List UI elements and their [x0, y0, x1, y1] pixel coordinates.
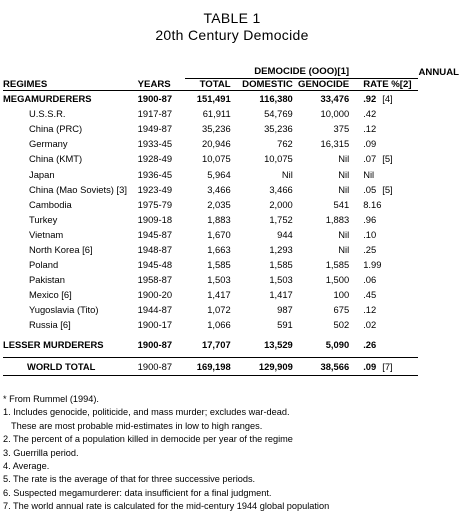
- years-cell: 1948-87: [137, 243, 173, 255]
- rate-cell: [349, 287, 418, 302]
- genocide-cell: 502: [333, 319, 350, 331]
- total-cell: 2,035: [207, 198, 231, 210]
- regime-cell: China (KMT): [29, 153, 83, 165]
- rate-value: .06: [363, 274, 377, 286]
- rate-value: .09: [363, 138, 377, 150]
- table-row: [3, 287, 459, 302]
- rate-cell: [349, 357, 418, 375]
- total-cell: 1,503: [207, 274, 231, 286]
- footnote: 2. The percent of a population killed in democide per year of the regime: [3, 434, 293, 445]
- years-cell: 1949-87: [137, 123, 173, 135]
- genocide-cell: Nil: [338, 168, 350, 180]
- domestic-cell: 762: [277, 138, 293, 150]
- domestic-cell: 1,293: [269, 243, 293, 255]
- rate-value: .12: [363, 123, 377, 135]
- table-row: [3, 357, 459, 375]
- genocide-cell: Nil: [338, 153, 350, 165]
- domestic-cell: 1,417: [269, 289, 293, 301]
- table-row: [3, 257, 459, 272]
- rate-value: .96: [363, 213, 377, 225]
- footnote: 7. The world annual rate is calculated for the mid-century 1944 global population: [3, 501, 330, 512]
- rate-value: .12: [363, 304, 377, 316]
- genocide-cell: 16,315: [320, 138, 350, 150]
- total-cell: 1,072: [207, 304, 231, 316]
- regime-cell: Turkey: [29, 213, 58, 225]
- rate-value: 1.99: [363, 259, 382, 271]
- footnote: 1. Includes genocide, politicide, and mass murder; excludes war-dead.: [3, 407, 290, 418]
- table-row: [3, 212, 459, 227]
- rate-header: RATE %[2]: [349, 78, 418, 91]
- rate-value: .45: [363, 289, 377, 301]
- domestic-header: DOMESTIC: [231, 78, 293, 91]
- years-cell: 1923-49: [137, 183, 173, 195]
- rate-note: [5]: [382, 153, 393, 165]
- regime-cell: U.S.S.R.: [29, 108, 66, 120]
- regime-cell: Vietnam: [29, 228, 64, 240]
- table-row: [3, 151, 459, 166]
- rate-cell: [349, 242, 418, 257]
- genocide-cell: 1,500: [325, 274, 350, 286]
- total-cell: 151,491: [196, 93, 231, 105]
- total-cell: 35,236: [201, 123, 231, 135]
- genocide-cell: Nil: [338, 228, 350, 240]
- years-cell: 1900-17: [137, 319, 173, 331]
- rate-cell: [349, 333, 418, 358]
- table-row: [3, 197, 459, 212]
- regime-cell: China (Mao Soviets) [3]: [29, 183, 127, 195]
- table-number: TABLE 1: [203, 10, 261, 26]
- regime-cell: MEGAMURDERERS: [3, 93, 92, 105]
- genocide-cell: 38,566: [293, 357, 349, 375]
- domestic-cell: 944: [277, 228, 293, 240]
- rate-value: .07: [363, 153, 377, 165]
- footnote: 6. Suspected megamurderer: data insufficient for a final judgment.: [3, 487, 272, 498]
- regime-cell: LESSER MURDERERS: [3, 339, 104, 350]
- years-cell: 1900-20: [137, 289, 173, 301]
- table-row: [3, 121, 459, 136]
- footnote: * From Rummel (1994).: [3, 394, 99, 404]
- regime-cell: WORLD TOTAL: [3, 357, 138, 375]
- rate-cell: [349, 121, 418, 136]
- domestic-cell: 129,909: [231, 357, 293, 375]
- table-row: [3, 242, 459, 257]
- regimes-header: REGIMES: [3, 78, 138, 91]
- total-cell: 169,198: [185, 357, 231, 375]
- rate-cell: [349, 197, 418, 212]
- total-cell: 3,466: [207, 183, 231, 195]
- rate-cell: [349, 91, 418, 107]
- years-cell: 1909-18: [137, 213, 173, 225]
- total-cell: 1,663: [207, 243, 231, 255]
- rate-note: [7]: [382, 360, 393, 372]
- domestic-cell: 1,585: [269, 259, 293, 271]
- regime-cell: Yugoslavia (Tito): [29, 304, 99, 316]
- rate-cell: [349, 272, 418, 287]
- total-cell: 1,883: [207, 213, 231, 225]
- rate-cell: [349, 106, 418, 121]
- rate-cell: [349, 182, 418, 197]
- total-cell: 1,585: [207, 259, 231, 271]
- footnote: 4. Average.: [3, 461, 50, 472]
- domestic-cell: 987: [277, 304, 293, 316]
- years-cell: 1928-49: [137, 153, 173, 165]
- years-cell: 1933-45: [137, 138, 173, 150]
- domestic-cell: 1,752: [269, 213, 293, 225]
- rate-value: .26: [363, 339, 377, 350]
- regime-cell: Russia [6]: [29, 319, 71, 331]
- rate-value: .25: [363, 243, 377, 255]
- total-header: TOTAL: [185, 78, 231, 91]
- table-row: [3, 106, 459, 121]
- domestic-cell: 13,529: [264, 339, 293, 350]
- regime-cell: Japan: [29, 168, 55, 180]
- rate-note: [4]: [382, 93, 393, 105]
- rate-value: 8.16: [363, 198, 382, 210]
- domestic-cell: 1,503: [269, 274, 293, 286]
- rate-value: .02: [363, 319, 377, 331]
- regime-cell: Germany: [29, 138, 68, 150]
- rate-cell: [349, 302, 418, 317]
- democide-group-header: DEMOCIDE (OOO)[1]: [185, 66, 419, 78]
- table-row: [3, 91, 459, 107]
- total-cell: 20,946: [201, 138, 231, 150]
- years-cell: 1944-87: [137, 304, 173, 316]
- rate-value: Nil: [363, 168, 375, 180]
- table-row: [3, 333, 459, 358]
- header-row-2: [3, 78, 459, 91]
- domestic-cell: 116,380: [259, 93, 293, 105]
- table-title: 20th Century Democide: [155, 27, 309, 43]
- regime-cell: China (PRC): [29, 123, 83, 135]
- rate-value: .42: [363, 108, 377, 120]
- regime-cell: North Korea [6]: [29, 243, 93, 255]
- table-row: [3, 166, 459, 181]
- democide-table: [3, 66, 459, 376]
- footnote: 3. Guerrilla period.: [3, 447, 79, 458]
- regime-cell: Pakistan: [29, 274, 65, 286]
- table-row: [3, 227, 459, 242]
- total-cell: 10,075: [201, 153, 231, 165]
- footnote: 5. The rate is the average of that for three successive periods.: [3, 474, 256, 485]
- genocide-cell: 33,476: [320, 93, 350, 105]
- genocide-cell: 375: [333, 123, 350, 135]
- years-cell: 1945-48: [137, 259, 173, 271]
- rate-cell: [349, 227, 418, 242]
- genocide-cell: 675: [333, 304, 350, 316]
- years-cell: 1900-87: [137, 93, 173, 105]
- regime-cell: Poland: [29, 259, 59, 271]
- domestic-cell: 35,236: [264, 123, 293, 135]
- rate-value: .10: [363, 228, 377, 240]
- total-cell: 1,066: [207, 319, 231, 331]
- genocide-cell: Nil: [338, 183, 350, 195]
- years-cell: 1900-87: [137, 339, 173, 350]
- total-cell: 17,707: [201, 339, 231, 350]
- rate-value: .09: [363, 360, 377, 372]
- total-cell: 1,417: [207, 289, 231, 301]
- annual-header: ANNUAL: [418, 66, 459, 78]
- rate-cell: [349, 136, 418, 151]
- rate-value: .92: [363, 93, 377, 105]
- genocide-header: GENOCIDE: [293, 78, 349, 91]
- domestic-cell: 3,466: [269, 183, 293, 195]
- table-row: [3, 272, 459, 287]
- total-cell: 1,670: [207, 228, 231, 240]
- years-cell: 1900-87: [138, 357, 185, 375]
- total-cell: 61,911: [202, 108, 231, 120]
- genocide-cell: 1,585: [325, 259, 350, 271]
- table-row: [3, 182, 459, 197]
- years-cell: 1917-87: [137, 108, 173, 120]
- footnotes: [3, 393, 461, 514]
- rate-cell: [349, 212, 418, 227]
- rate-value: .05: [363, 183, 377, 195]
- regime-cell: Mexico [6]: [29, 289, 72, 301]
- rate-cell: [349, 151, 418, 166]
- genocide-cell: 1,883: [325, 213, 350, 225]
- domestic-cell: 2,000: [269, 198, 293, 210]
- years-cell: 1958-87: [137, 274, 173, 286]
- domestic-cell: 591: [277, 319, 293, 331]
- domestic-cell: 54,769: [264, 108, 293, 120]
- domestic-cell: Nil: [281, 168, 293, 180]
- footnote: These are most probable mid-estimates in low to high ranges.: [11, 420, 263, 431]
- genocide-cell: 541: [333, 198, 350, 210]
- years-header: YEARS: [138, 78, 185, 91]
- table-row: [3, 302, 459, 317]
- genocide-cell: Nil: [338, 243, 350, 255]
- regime-cell: Cambodia: [29, 198, 72, 210]
- total-cell: 5,964: [207, 168, 231, 180]
- rate-note: [5]: [382, 183, 393, 195]
- years-cell: 1975-79: [137, 198, 173, 210]
- genocide-cell: 100: [333, 289, 350, 301]
- genocide-cell: 10,000: [320, 108, 350, 120]
- header-row-1: [3, 66, 459, 78]
- table-row: [3, 317, 459, 332]
- rate-cell: [349, 317, 418, 332]
- rate-cell: [349, 257, 418, 272]
- table-body: [3, 91, 459, 376]
- rate-cell: [349, 166, 418, 181]
- years-cell: 1945-87: [137, 228, 173, 240]
- years-cell: 1936-45: [137, 168, 173, 180]
- domestic-cell: 10,075: [264, 153, 293, 165]
- genocide-cell: 5,090: [325, 339, 350, 350]
- table-row: [3, 136, 459, 151]
